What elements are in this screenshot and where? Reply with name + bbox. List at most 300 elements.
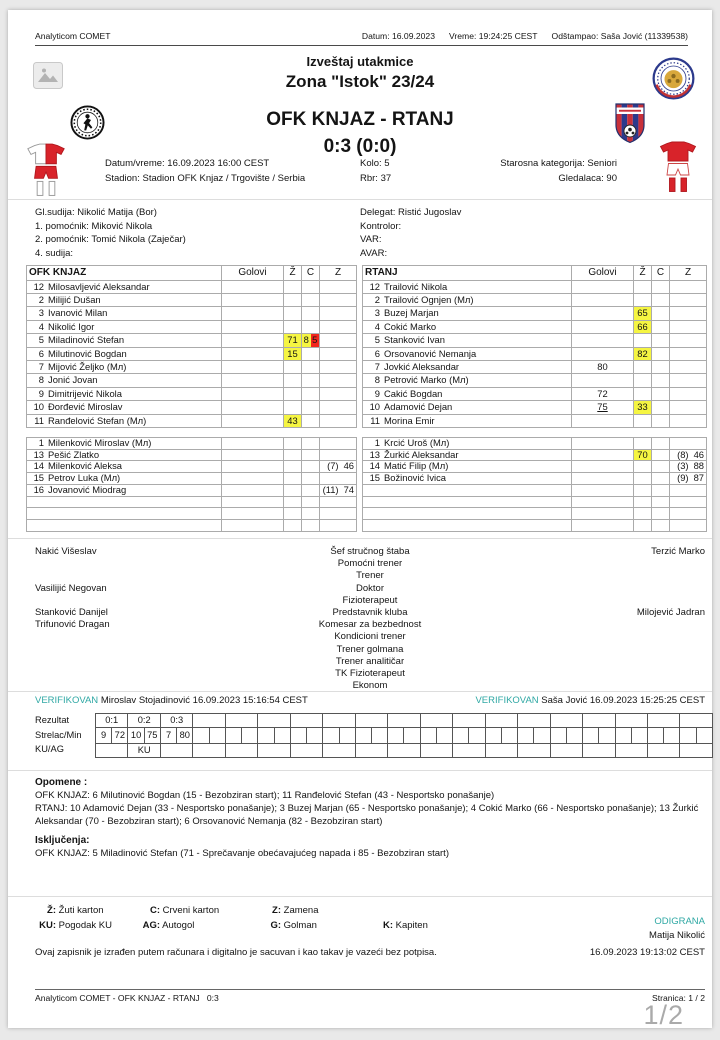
red-card-cell <box>302 484 320 496</box>
staff-row <box>35 644 705 656</box>
player-row <box>363 496 707 508</box>
yellow-column-header: Ž <box>284 266 302 281</box>
scorer-row <box>96 727 712 743</box>
goals-cell <box>222 280 284 293</box>
red-card-cell <box>652 374 670 387</box>
home-verification-status: VERIFIKOVAN <box>35 695 99 706</box>
scorer-number <box>518 728 533 743</box>
yellow-card-cell <box>634 508 652 520</box>
player-name-cell <box>363 519 572 531</box>
scorer-minute <box>436 728 452 743</box>
player-row <box>27 438 357 450</box>
scorer-minute <box>501 728 517 743</box>
goal-minute: 80 <box>597 361 608 373</box>
player-name-cell <box>27 508 222 520</box>
substitution-cell <box>320 307 357 320</box>
shirt-number: 6 <box>374 347 380 359</box>
goals-cell <box>222 508 284 520</box>
scorer-cell <box>387 728 419 743</box>
red-card-cell <box>302 438 320 450</box>
player-name: Pešić Zlatko <box>48 449 100 460</box>
ku-ag-cell <box>582 744 614 757</box>
legend-key: Ž: <box>47 905 56 916</box>
player-row <box>27 496 357 508</box>
red-card-cell <box>302 374 320 387</box>
red-card-cell <box>302 414 320 427</box>
score-cell <box>420 714 452 727</box>
scorer-number <box>551 728 566 743</box>
score-cell <box>615 714 647 727</box>
ku-ag-cell <box>322 744 354 757</box>
yellow-card-cell <box>634 473 652 485</box>
ku-ag-cell <box>96 744 127 757</box>
player-name-cell <box>363 508 572 520</box>
shirt-number: 7 <box>374 361 380 373</box>
cautions-heading: Opomene : <box>35 777 88 788</box>
match-rbr: Rbr: 37 <box>360 173 392 184</box>
score-cell: 0:1 <box>105 715 119 725</box>
player-name-cell <box>363 414 572 427</box>
player-row <box>363 280 707 293</box>
red-card-cell <box>652 449 670 461</box>
substitution-cell <box>320 401 357 414</box>
goals-cell <box>572 280 634 293</box>
red-column-header: C <box>302 266 320 281</box>
scorer-cell <box>517 728 549 743</box>
yellow-card-cell <box>284 307 302 320</box>
sub-column-header: Z <box>320 266 357 281</box>
score-cell <box>257 714 289 727</box>
player-name-cell <box>27 387 222 400</box>
staff-role: Trener golmana <box>336 643 404 655</box>
home-roster <box>26 265 356 428</box>
player-row <box>27 461 357 473</box>
scorer-minute: 80 <box>176 728 192 743</box>
referee-signature-name: Matija Nikolić <box>649 930 705 941</box>
home-staff-name: Trifunović Dragan <box>35 619 110 631</box>
player-name-cell <box>363 374 572 387</box>
scorer-number: 7 <box>165 730 172 740</box>
scorer-number <box>421 728 436 743</box>
staff-row <box>35 546 705 558</box>
player-row <box>363 449 707 461</box>
yellow-card-cell <box>634 334 652 347</box>
yellow-card-cell <box>634 519 652 531</box>
match-round: Kolo: 5 <box>360 158 390 169</box>
player-name: Orsovanović Nemanja <box>384 347 477 359</box>
shirt-number: 5 <box>374 334 380 346</box>
player-name-cell <box>27 473 222 485</box>
substitution-cell <box>670 401 707 414</box>
scorer-minute <box>566 728 582 743</box>
red-card-cell <box>302 280 320 293</box>
player-row <box>27 473 357 485</box>
legend-key: AG: <box>142 920 160 931</box>
ku-ag-cell: KU <box>127 744 159 757</box>
red-card-cell <box>302 473 320 485</box>
scorer-number <box>388 728 403 743</box>
player-row <box>363 508 707 520</box>
legend-row <box>35 918 705 933</box>
away-kit-icon <box>659 141 697 193</box>
player-name-cell <box>27 414 222 427</box>
association-logo <box>652 57 695 100</box>
substitution-cell <box>670 519 707 531</box>
scorer-minute <box>663 728 679 743</box>
scorer-cell <box>647 728 679 743</box>
app-name: Analyticom COMET <box>35 31 111 41</box>
broken-image-icon <box>33 62 63 89</box>
goals-cell <box>222 519 284 531</box>
score-cell <box>679 714 711 727</box>
shirt-number: 8 <box>38 374 44 386</box>
shirt-number: 10 <box>33 401 44 413</box>
red-card-cell <box>302 401 320 414</box>
player-row <box>363 387 707 400</box>
yellow-card-cell <box>634 438 652 450</box>
score-cell <box>452 714 484 727</box>
red-card-cell <box>652 347 670 360</box>
official-line: 1. pomoćnik: Miković Nikola <box>35 220 153 232</box>
yellow-card-cell <box>284 519 302 531</box>
shirt-number: 1 <box>374 437 380 448</box>
red-card-cell <box>302 496 320 508</box>
red-card-cell <box>302 449 320 461</box>
player-row <box>363 347 707 360</box>
player-name-cell <box>363 307 572 320</box>
sub-minute: 46 <box>343 460 354 472</box>
staff-role: TK Fizioterapeut <box>335 667 405 679</box>
scorer-number: 9 <box>101 730 107 740</box>
red-card-cell <box>302 387 320 400</box>
red-card-cell <box>302 320 320 333</box>
score-cell <box>355 714 387 727</box>
yellow-card-cell <box>634 361 652 374</box>
yellow-card-cell: 65 <box>634 307 652 320</box>
player-name-cell <box>27 449 222 461</box>
yellow-card-cell <box>284 484 302 496</box>
yellow-card-cell <box>634 461 652 473</box>
score-cell: 0:3 <box>160 714 192 727</box>
footer-left: Analyticom COMET - OFK KNJAZ - RTANJ 0:3 <box>35 993 219 1003</box>
shirt-number: 14 <box>369 460 380 472</box>
section-divider <box>8 896 712 897</box>
player-row <box>27 320 357 333</box>
player-name-cell <box>27 496 222 508</box>
legend-row <box>35 903 705 918</box>
goals-cell <box>572 438 634 450</box>
ku-ag-cell <box>550 744 582 757</box>
shirt-number: 1 <box>38 437 44 448</box>
substitution-cell <box>670 280 707 293</box>
shirt-number: 11 <box>34 414 44 426</box>
goals-cell <box>222 320 284 333</box>
player-name-cell <box>27 401 222 414</box>
home-verification-text: Miroslav Stojadinović 16.09.2023 15:16:54 CEST <box>100 695 308 706</box>
result-grid-section <box>35 713 712 757</box>
player-row <box>27 508 357 520</box>
shirt-number: 13 <box>369 449 380 460</box>
player-row <box>27 347 357 360</box>
red-card-cell <box>652 414 670 427</box>
shirt-number: 8 <box>374 374 380 386</box>
player-name-cell <box>363 334 572 347</box>
staff-role: Doktor <box>356 582 384 594</box>
yellow-card-cell: 33 <box>634 401 652 414</box>
player-row <box>27 401 357 414</box>
yellow-card-cell <box>634 414 652 427</box>
goals-cell <box>222 307 284 320</box>
ku-ag-cell <box>290 744 322 757</box>
sub-for-number: (3) <box>677 460 689 472</box>
ku-ag-cell <box>420 744 452 757</box>
shirt-number: 13 <box>33 449 44 460</box>
goals-cell <box>572 320 634 333</box>
player-name: Dimitrijević Nikola <box>48 387 122 399</box>
goals-cell <box>572 307 634 320</box>
scorer-number <box>356 728 371 743</box>
player-name: Buzej Marjan <box>384 307 439 319</box>
substitution-cell <box>670 361 707 374</box>
red-card-cell <box>302 347 320 360</box>
staff-role: Pomoćni trener <box>337 558 403 570</box>
digital-note: Ovaj zapisnik je izrađen putem računara i digitalno je sacuvan i kao takav je vazeći bez potpisa. <box>35 947 437 958</box>
red-card-cell <box>302 519 320 531</box>
ku-ag-cell <box>387 744 419 757</box>
shirt-number: 5 <box>38 334 44 346</box>
player-row <box>27 294 357 307</box>
player-name-cell <box>363 484 572 496</box>
substitution-cell <box>670 438 707 450</box>
player-name-cell <box>363 361 572 374</box>
team-name-cell: OFK KNJAZ <box>27 266 222 281</box>
result-row-label: KU/AG <box>35 744 64 755</box>
staff-row <box>35 595 705 607</box>
shirt-number: 2 <box>38 294 44 305</box>
legend-key: KU: <box>39 920 56 931</box>
goals-cell <box>222 449 284 461</box>
goals-cell <box>572 361 634 374</box>
ku-ag-cell <box>485 744 517 757</box>
match-datetime: Datum/vreme: 16.09.2023 16:00 CEST <box>105 158 270 169</box>
goals-cell <box>572 414 634 427</box>
substitution-cell <box>320 473 357 485</box>
scorer-minute <box>533 728 549 743</box>
score-cell <box>225 714 257 727</box>
yellow-card-cell <box>284 387 302 400</box>
substitution-cell <box>320 320 357 333</box>
legend-item: G: Golman <box>260 918 372 933</box>
player-name: Matić Filip (Мл) <box>384 460 449 472</box>
scorer-minute: 72 <box>111 728 127 743</box>
player-name: Petrov Luka (Мл) <box>48 472 121 484</box>
player-name-cell <box>363 401 572 414</box>
player-name: Trailović Nikola <box>384 280 448 292</box>
shirt-number: 15 <box>33 472 44 484</box>
staff-role: Komesar za bezbednost <box>318 619 422 631</box>
yellow-card-cell <box>634 387 652 400</box>
cautions-home-line: OFK KNJAZ: 6 Milutinović Bogdan (15 - Bezobziran start); 11 Ranđelović Stefan (43 - Nesportsko ponašanje) <box>35 790 495 801</box>
scorer-number <box>616 728 631 743</box>
goals-cell <box>222 374 284 387</box>
player-name: Božinović Ivica <box>384 472 447 484</box>
scorer-minute <box>209 728 225 743</box>
red-card-cell <box>302 307 320 320</box>
away-subs-table <box>362 437 707 532</box>
ku-ag-cell <box>355 744 387 757</box>
shirt-number: 10 <box>369 401 380 413</box>
score-cell <box>517 714 549 727</box>
player-name: Nikolić Igor <box>48 320 95 332</box>
goals-cell <box>572 473 634 485</box>
staff-role: Trener analitičar <box>335 655 405 667</box>
legend <box>35 903 705 933</box>
yellow-card-cell: 70 <box>634 449 652 461</box>
player-row <box>27 280 357 293</box>
away-staff-name: Terzić Marko <box>651 546 705 557</box>
goals-cell <box>222 387 284 400</box>
scorer-number <box>258 728 273 743</box>
player-row <box>27 519 357 531</box>
scorer-cell <box>257 728 289 743</box>
second-yellow-red-mark: 8 5 <box>303 334 318 346</box>
away-verification <box>475 695 705 706</box>
scorer-cell <box>290 728 322 743</box>
ku-ag-cell <box>225 744 257 757</box>
yellow-card-cell <box>284 320 302 333</box>
yellow-card-cell <box>284 401 302 414</box>
yellow-card-cell <box>284 361 302 374</box>
yellow-card-cell <box>284 294 302 307</box>
team-name-cell: RTANJ <box>363 266 572 281</box>
player-name-cell <box>363 320 572 333</box>
scorer-cell <box>192 728 224 743</box>
player-row <box>363 334 707 347</box>
scorer-number <box>680 728 695 743</box>
substitution-cell <box>670 508 707 520</box>
yellow-card-cell: 71 <box>284 334 302 347</box>
scorer-minute <box>241 728 257 743</box>
player-row <box>27 387 357 400</box>
legend-item: K: Kapiten <box>372 918 428 933</box>
red-card-cell <box>652 519 670 531</box>
shirt-number: 6 <box>38 347 44 359</box>
shirt-number: 7 <box>38 361 44 373</box>
ku-ag-row <box>96 743 712 757</box>
cautions-section <box>35 776 700 860</box>
result-row-label: Rezultat <box>35 715 70 725</box>
scorer-number <box>453 728 468 743</box>
goals-cell <box>572 334 634 347</box>
home-staff-name: Vasilijić Negovan <box>35 582 107 594</box>
scorer-cell <box>420 728 452 743</box>
goals-column-header: Golovi <box>222 266 284 281</box>
score-cell <box>322 714 354 727</box>
shirt-number: 4 <box>38 320 44 332</box>
player-name: Jovkić Aleksandar <box>384 361 460 373</box>
player-name: Milutinović Bogdan <box>48 347 127 359</box>
goals-cell <box>572 374 634 387</box>
legend-key: Z: <box>272 905 281 916</box>
result-grid <box>95 713 713 758</box>
staff-role: Kondicioni trener <box>334 631 406 643</box>
player-row <box>363 307 707 320</box>
ku-ag-cell <box>192 744 224 757</box>
scorer-minute <box>339 728 355 743</box>
shirt-number: 4 <box>374 320 380 332</box>
substitution-cell <box>670 294 707 307</box>
home-staff-name: Nakić Višeslav <box>35 546 97 557</box>
section-divider <box>8 199 712 200</box>
goals-cell <box>572 461 634 473</box>
official-line: 2. pomoćnik: Tomić Nikola (Zaječar) <box>35 234 186 245</box>
away-staff-name: Milojević Jadran <box>636 606 705 618</box>
goals-cell <box>572 519 634 531</box>
player-row <box>27 334 357 347</box>
player-name-cell <box>363 449 572 461</box>
goals-cell <box>222 414 284 427</box>
yellow-card-cell <box>634 374 652 387</box>
scorer-cell <box>582 728 614 743</box>
player-row <box>27 449 357 461</box>
player-row <box>27 484 357 496</box>
match-category: Starosna kategorija: Seniori <box>500 158 617 169</box>
scorer-number: 10 <box>130 730 142 740</box>
player-name: Stanković Ivan <box>384 334 445 346</box>
shirt-number: 3 <box>38 307 44 319</box>
red-card-cell <box>652 484 670 496</box>
player-name-cell <box>27 320 222 333</box>
official-line: 4. sudija: <box>35 247 74 259</box>
substitution-cell <box>670 334 707 347</box>
goals-cell <box>222 484 284 496</box>
scorer-number <box>226 728 241 743</box>
substitution-cell <box>320 347 357 360</box>
legend-key: G: <box>270 920 281 931</box>
player-name-cell <box>27 307 222 320</box>
legend-key: K: <box>382 920 393 931</box>
player-name-cell <box>27 438 222 450</box>
sendoffs-line: OFK KNJAZ: 5 Miladinović Stefan (71 - Sprečavanje obećavajućeg napada i 85 - Bezobziran start) <box>35 848 449 859</box>
shirt-number: 12 <box>369 280 380 292</box>
player-name: Milenković Miroslav (Мл) <box>48 437 152 448</box>
scorer-cell <box>550 728 582 743</box>
scorer-minute <box>403 728 419 743</box>
footer-page-number: Stranica: 1 / 2 <box>651 993 705 1003</box>
substitution-cell <box>320 361 357 374</box>
goals-cell <box>572 484 634 496</box>
scorer-number <box>323 728 338 743</box>
player-name: Mijović Željko (Мл) <box>48 361 127 373</box>
player-row <box>363 473 707 485</box>
player-name: Morina Emir <box>384 414 435 426</box>
player-row <box>27 361 357 374</box>
score-row <box>96 714 712 727</box>
score-cell <box>290 714 322 727</box>
goals-cell <box>222 401 284 414</box>
substitution-cell <box>670 449 707 461</box>
goals-cell <box>222 496 284 508</box>
score-cell <box>387 714 419 727</box>
sub-for-number: (9) <box>677 472 689 484</box>
scorer-cell <box>127 728 159 743</box>
print-date: Datum: 16.09.2023 <box>361 31 435 41</box>
red-card-cell <box>652 320 670 333</box>
ku-ag-cell <box>517 744 549 757</box>
yellow-card-cell <box>284 280 302 293</box>
sub-minute: 74 <box>343 484 354 495</box>
report-page <box>8 10 712 1028</box>
